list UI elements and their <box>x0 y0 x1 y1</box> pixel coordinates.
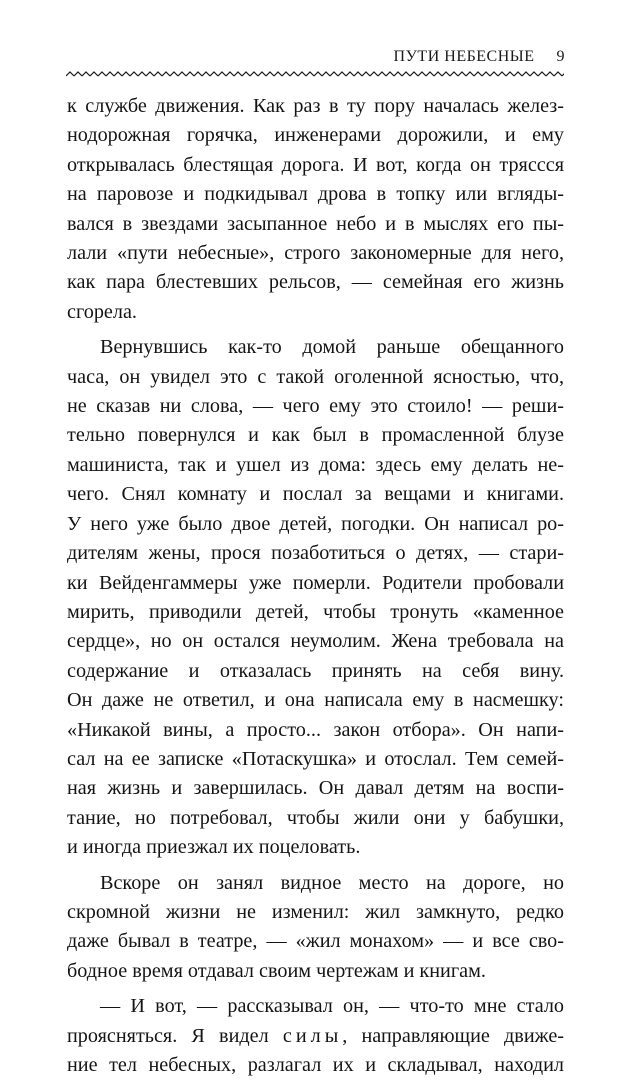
page-number: 9 <box>556 48 565 65</box>
text-line: чего. Снял комнату и послал за вещами и книгами. <box>67 483 564 506</box>
text-line: — И вот, — рассказывал он, — что-то мне стало <box>100 995 564 1018</box>
text-line: нодорожная горячка, инженерами дорожили, и ему <box>67 124 564 147</box>
text-fragment: проясняться. Я видел <box>67 1024 269 1047</box>
text-line: ки Вейденгаммеры уже померли. Родители пробовали <box>67 571 564 594</box>
paragraph-1 <box>67 92 564 327</box>
text-line: ная жизнь и завершилась. Он давал детям на воспи- <box>67 777 564 800</box>
text-line: содержание и отказалась принять на себя вину. <box>67 659 564 682</box>
emphasized-word: силы <box>282 1024 343 1047</box>
text-line: вался в звездами засыпанное небо и в мыслях его пы- <box>67 212 564 235</box>
text-line: дителям жены, прося позаботиться о детях, — стари- <box>67 542 564 565</box>
text-line: даже бывал в театре, — «жил монахом» — и все сво- <box>67 930 564 953</box>
text-line: часа, он увидел это с такой оголенной ясностью, что, <box>67 365 564 388</box>
text-line: к службе движения. Как раз в ту пору началась желез- <box>67 95 564 117</box>
text-line: Вернувшись как-то домой раньше обещанного <box>100 336 564 359</box>
text-line: мирить, приводили детей, чтобы тронуть «каменное <box>67 600 564 623</box>
text-line: сал на ее записке «Потаскушка» и отослал. Тем семей- <box>67 747 564 770</box>
text-line: и иногда приезжал их поцеловать. <box>67 836 361 859</box>
paragraph-3 <box>67 869 564 987</box>
text-line: машиниста, так и ушел из дома: здесь ему делать не- <box>67 453 564 476</box>
text-line: сгорела. <box>67 300 137 323</box>
paragraph-4 <box>67 992 564 1080</box>
text-line: на паровозе и подкидывал дрова в топку или вгляды- <box>67 183 564 206</box>
text-line: сердце», но он остался неумолим. Жена требовала на <box>67 630 564 653</box>
text-line: бодное время отдавал своим чертежам и книгам. <box>67 959 486 982</box>
text-line: не сказав ни слова, — чего ему это стоило! — реши- <box>67 395 564 418</box>
text-line: Он даже не ответил, и она написала ему в насмешку: <box>67 689 564 712</box>
text-fragment: , направляющие движе- <box>342 1024 564 1047</box>
text-line: открывалась блестящая дорога. И вот, когда он тряссся <box>67 153 564 176</box>
body-text <box>67 92 564 1080</box>
decorative-rule <box>66 69 564 79</box>
text-line: тание, но потребовал, чтобы жили они у бабушки, <box>67 806 564 829</box>
text-line <box>67 1022 564 1051</box>
running-title: ПУТИ НЕБЕСНЫЕ <box>393 48 535 65</box>
text-line: У него уже было двое детей, погодки. Он написал ро- <box>67 512 564 535</box>
text-line: скромной жизни не изменил: жил замкнуто, редко <box>67 900 564 923</box>
running-head <box>394 48 565 66</box>
text-line: «Никакой вины, а просто... закон отбора». Он напи- <box>67 718 564 741</box>
text-line: лали «пути небесные», строго закономерные для него, <box>67 242 564 265</box>
text-line: Вскоре он занял видное место на дороге, но <box>100 871 564 894</box>
text-line: как пара блестевших рельсов, — семейная его жизнь <box>67 271 564 294</box>
text-line: ние тел небесных, разлагал их и складывал, находил <box>67 1054 564 1076</box>
paragraph-2 <box>67 333 564 862</box>
text-line: тельно повернулся и как был в промасленной блузе <box>67 424 564 447</box>
